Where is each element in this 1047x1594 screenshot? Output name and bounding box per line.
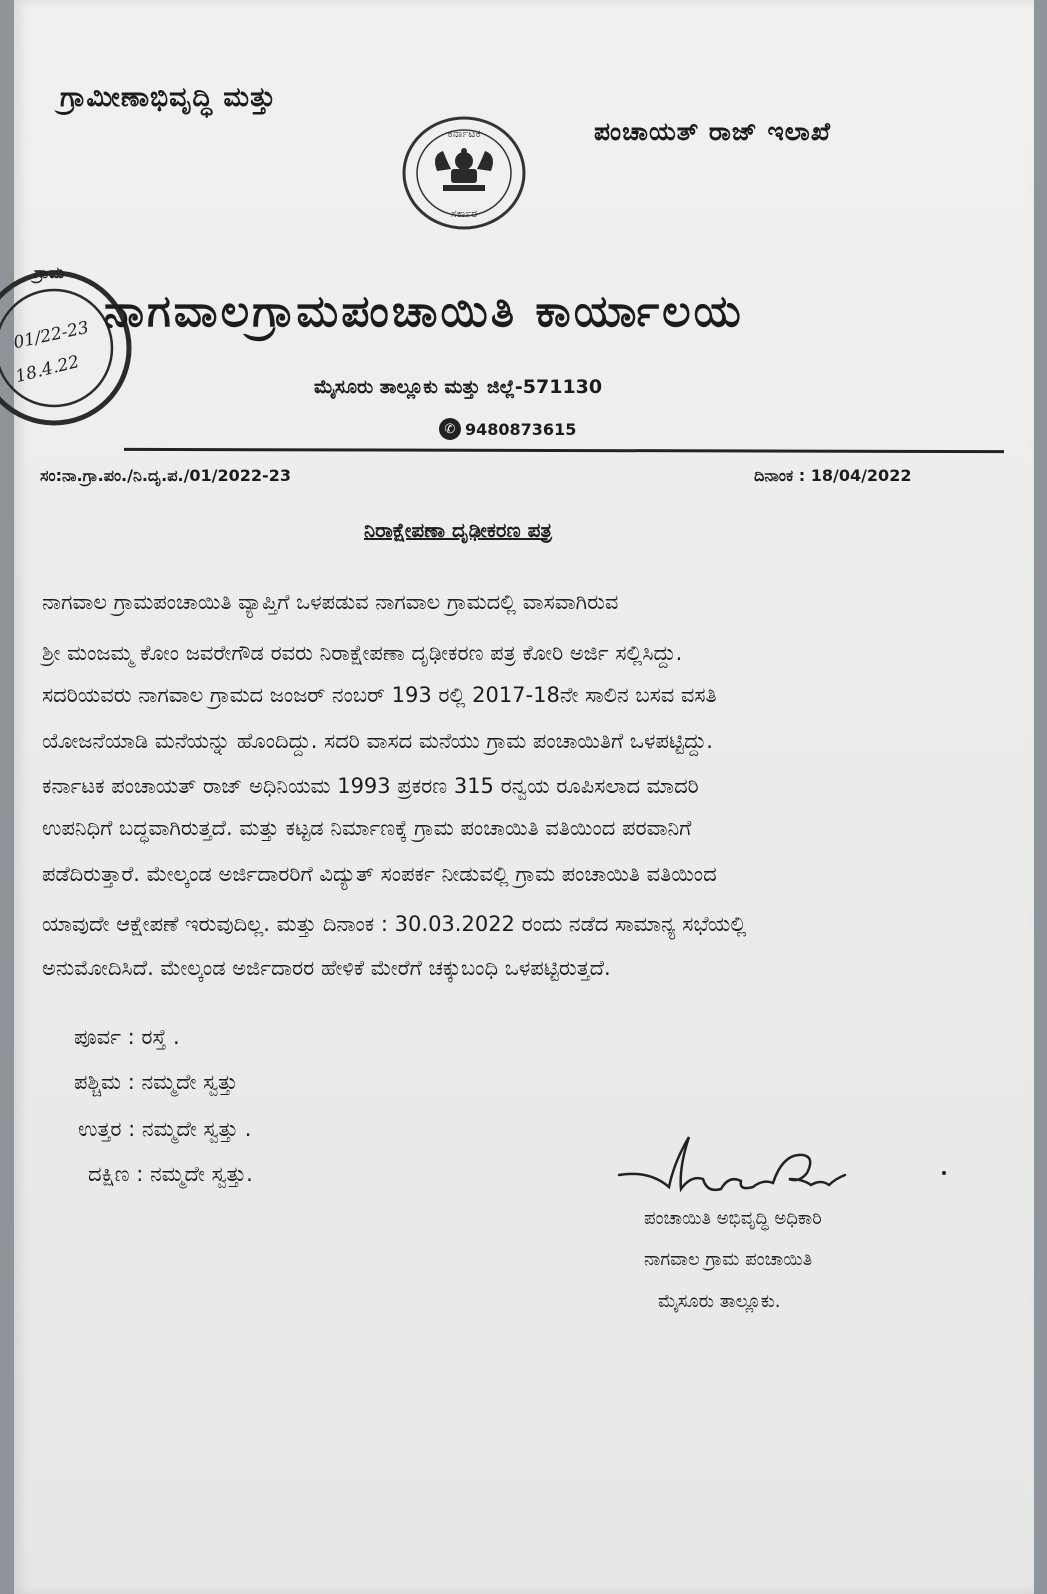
- stamp-top-text: ಗ್ರಾಮ: [34, 263, 65, 282]
- phone-icon: ✆: [439, 418, 461, 440]
- document-page: [11, 0, 1034, 1594]
- reference-number: ಸಂ:ನಾ.ಗ್ರಾ.ಪಂ./ನಿ.ದೃ.ಪ./01/2022-23: [40, 466, 291, 485]
- boundary-west: ಪಶ್ಚಿಮ : ನಮ್ಮದೇ ಸ್ವತ್ತು: [74, 1070, 238, 1094]
- department-name-left: ಗ್ರಾಮೀಣಾಭಿವೃದ್ಧಿ ಮತ್ತು: [60, 82, 277, 113]
- body-line: ಯಾವುದೇ ಆಕ್ಷೇಪಣೆ ಇರುವುದಿಲ್ಲ. ಮತ್ತು ದಿನಾಂಕ : 30.03.2022 ರಂದು ನಡೆದ ಸಾಮಾನ್ಯ ಸಭೆಯಲ್ಲಿ: [42, 912, 747, 936]
- body-line: ಉಪನಿಧಿಗೆ ಬದ್ಧವಾಗಿರುತ್ತದೆ. ಮತ್ತು ಕಟ್ಟಡ ನಿರ್ಮಾಣಕ್ಕೆ ಗ್ರಾಮ ಪಂಚಾಯಿತಿ ವತಿಯಿಂದ ಪರವಾನಿಗೆ: [42, 816, 692, 840]
- body-line: ಸದರಿಯವರು ನಾಗವಾಲ ಗ್ರಾಮದ ಜಂಜರ್ ನಂಬರ್ 193 ರಲ್ಲಿ 2017-18ನೇ ಸಾಲಿನ ಬಸವ ವಸತಿ: [42, 683, 717, 707]
- stamp-handwritten-number: 01/22-23: [11, 317, 91, 354]
- office-address: ಮೈಸೂರು ತಾಲ್ಲೂಕು ಮತ್ತು ಜಿಲ್ಲೆ-571130: [314, 376, 603, 398]
- boundary-south: ದಕ್ಷಿಣ : ನಮ್ಮದೇ ಸ್ವತ್ತು.: [88, 1162, 253, 1186]
- signatory-office: ನಾಗವಾಲ ಗ್ರಾಮ ಪಂಚಾಯಿತಿ: [644, 1249, 813, 1270]
- body-line: ಕರ್ನಾಟಕ ಪಂಚಾಯತ್ ರಾಜ್ ಅಧಿನಿಯಮ 1993 ಪ್ರಕರಣ 315 ರನ್ವಯ ರೂಪಿಸಲಾದ ಮಾದರಿ: [42, 774, 699, 798]
- officer-signature: [614, 1125, 954, 1205]
- stamp-handwritten-date: 18.4.22: [13, 351, 82, 388]
- document-heading: ನಿರಾಕ್ಷೇಪಣಾ ದೃಢೀಕರಣ ಪತ್ರ: [364, 518, 552, 542]
- document-date: ದಿನಾಂಕ : 18/04/2022: [754, 466, 912, 485]
- office-phone: [439, 418, 576, 440]
- body-line: ಯೋಜನೆಯಾಡಿ ಮನೆಯನ್ನು ಹೊಂದಿದ್ದು. ಸದರಿ ವಾಸದ ಮನೆಯು ಗ್ರಾಮ ಪಂಚಾಯಿತಿಗೆ ಒಳಪಟ್ಟಿದ್ದು.: [42, 729, 713, 753]
- office-title: ನಾಗವಾಲಗ್ರಾಮಪಂಚಾಯಿತಿ ಕಾರ್ಯಾಲಯ: [104, 286, 744, 337]
- signatory-designation: ಪಂಚಾಯಿತಿ ಅಭಿವೃದ್ಧಿ ಅಧಿಕಾರಿ: [644, 1208, 822, 1229]
- body-line: ಪಡೆದಿರುತ್ತಾರೆ. ಮೇಲ್ಕಂಡ ಅರ್ಜಿದಾರರಿಗೆ ವಿದ್ಯುತ್ ಸಂಪರ್ಕ ನೀಡುವಲ್ಲಿ ಗ್ರಾಮ ಪಂಚಾಯಿತಿ ವತಿಯಿಂದ: [42, 862, 717, 886]
- phone-number: 9480873615: [465, 419, 577, 439]
- body-line: ನಾಗವಾಲ ಗ್ರಾಮಪಂಚಾಯಿತಿ ವ್ಯಾಪ್ತಿಗೆ ಒಳಪಡುವ ನಾಗವಾಲ ಗ್ರಾಮದಲ್ಲಿ ವಾಸವಾಗಿರುವ: [42, 590, 619, 614]
- body-line: ಶ್ರೀ ಮಂಜಮ್ಮ ಕೋಂ ಜವರೇಗೌಡ ರವರು ನಿರಾಕ್ಷೇಪಣಾ ದೃಢೀಕರಣ ಪತ್ರ ಕೋರಿ ಅರ್ಜಿ ಸಲ್ಲಿಸಿದ್ದು.: [42, 641, 683, 665]
- office-rubber-stamp: [0, 248, 134, 448]
- signatory-taluk: ಮೈಸೂರು ತಾಲ್ಲೂಕು.: [658, 1291, 781, 1312]
- karnataka-emblem-seal: [399, 113, 529, 233]
- department-name-right: ಪಂಚಾಯತ್ ರಾಜ್ ಇಲಾಖೆ: [594, 117, 831, 146]
- emblem-bottom-text: ಸರ್ಕಾರ: [450, 207, 478, 220]
- boundary-east: ಪೂರ್ವ : ರಸ್ತೆ .: [74, 1025, 180, 1049]
- header-divider: [124, 448, 1004, 453]
- boundary-north: ಉತ್ತರ : ನಮ್ಮದೇ ಸ್ವತ್ತು .: [78, 1117, 252, 1141]
- body-line: ಅನುಮೋದಿಸಿದೆ. ಮೇಲ್ಕಂಡ ಅರ್ಜಿದಾರರ ಹೇಳಿಕೆ ಮೇರೆಗೆ ಚಕ್ಕುಬಂಧಿ ಒಳಪಟ್ಟಿರುತ್ತದೆ.: [42, 956, 611, 980]
- emblem-top-text: ಕರ್ನಾಟಕ: [447, 127, 481, 140]
